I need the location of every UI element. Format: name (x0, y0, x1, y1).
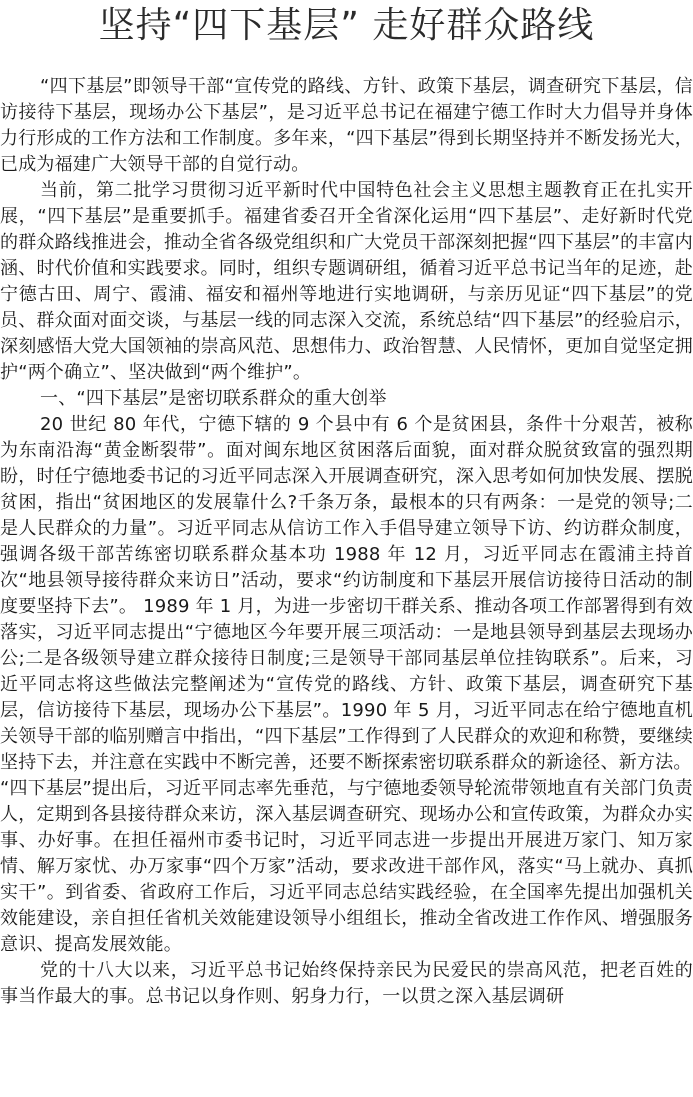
paragraph-4: “四下基层”提出后，习近平同志率先垂范，与宁德地委领导轮流带领地直有关部门负责人，定期到各县接待群众来访，深入基层调查研究、现场办公和宣传政策，为群众办实事、办好事。在担任福州市委书记时，习近平同志进一步提出开展进万家门、知万家情、解万家忧、办万家事“四个万家”活动，要求改进干部作风，落实“马上就办、真抓实干”。到省委、省政府工作后，习近平同志总结实践经验，在全国率先提出加强机关效能建设，亲自担任省机关效能建设领导小组组长，推动全省改进工作作风、增强服务意识、提高发展效能。 (0, 778, 693, 955)
paragraph-2: 当前，第二批学习贯彻习近平新时代中国特色社会主义思想主题教育正在扎实开展，“四下基层”是重要抓手。福建省委召开全省深化运用“四下基层”、走好新时代党的群众路线推进会，推动全省各级党组织和广大党员干部深刻把握“四下基层”的丰富内涵、时代价值和实践要求。同时，组织专题调研组，循着习近平总书记当年的足迹，赴宁德古田、周宁、霞浦、福安和福州等地进行实地调研，与亲历见证“四下基层”的党员、群众面对面交谈，与基层一线的同志深入交流，系统总结“四下基层”的经验启示，深刻感悟大党大国领袖的崇高风范、思想伟力、政治智慧、人民情怀，更加自觉坚定拥护“两个确立”、坚决做到“两个维护”。 (0, 180, 693, 383)
paragraph-3: 20 世纪 80 年代，宁德下辖的 9 个县中有 6 个是贫困县，条件十分艰苦，被称为东南沿海“黄金断裂带”。面对闽东地区贫困落后面貌，面对群众脱贫致富的强烈期盼，时任宁德地委书记的习近平同志深入开展调查研究，深入思考如何加快发展、摆脱贫困，指出“贫困地区的发展靠什么?千条万条，最根本的只有两条：一是党的领导;二是人民群众的力量”。习近平同志从信访工作入手倡导建立领导下访、约访群众制度，强调各级干部苦练密切联系群众基本功 1988 年 12 月，习近平同志在霞浦主持首次“地县领导接待群众来访日”活动，要求“约访制度和下基层开展信访接待日活动的制度要坚持下去”。 1989 年 1 月，为进一步密切干群关系、推动各项工作部署得到有效落实，习近平同志提出“宁德地区今年要开展三项活动：一是地县领导到基层去现场办公;二是各级领导建立群众接待日制度;三是领导干部同基层单位挂钩联系”。后来，习近平同志将这些做法完整阐述为“宣传党的路线、方针、政策下基层，调查研究下基层，信访接待下基层，现场办公下基层”。1990 年 5 月，习近平同志在给宁德地直机关领导干部的临别赠言中指出，“四下基层”工作得到了人民群众的欢迎和称赞，要继续坚持下去，并注意在实践中不断完善，还要不断探索密切联系群众的新途径、新方法。 (0, 414, 693, 773)
article-body (0, 74, 693, 1010)
paragraph-1: “四下基层”即领导干部“宣传党的路线、方针、政策下基层，调查研究下基层，信访接待下基层，现场办公下基层”，是习近平总书记在福建宁德工作时大力倡导并身体力行形成的工作方法和工作制度。多年来，“四下基层”得到长期坚持并不断发扬光大，已成为福建广大领导干部的自觉行动。 (0, 76, 693, 175)
article-title: 坚持“四下基层” 走好群众路线 (98, 5, 595, 46)
section-heading-1: 一、“四下基层”是密切联系群众的重大创举 (40, 388, 387, 409)
paragraph-5: 党的十八大以来，习近平总书记始终保持亲民为民爱民的崇高风范，把老百姓的事当作最大的事。总书记以身作则、躬身力行，一以贯之深入基层调研 (0, 960, 693, 1007)
